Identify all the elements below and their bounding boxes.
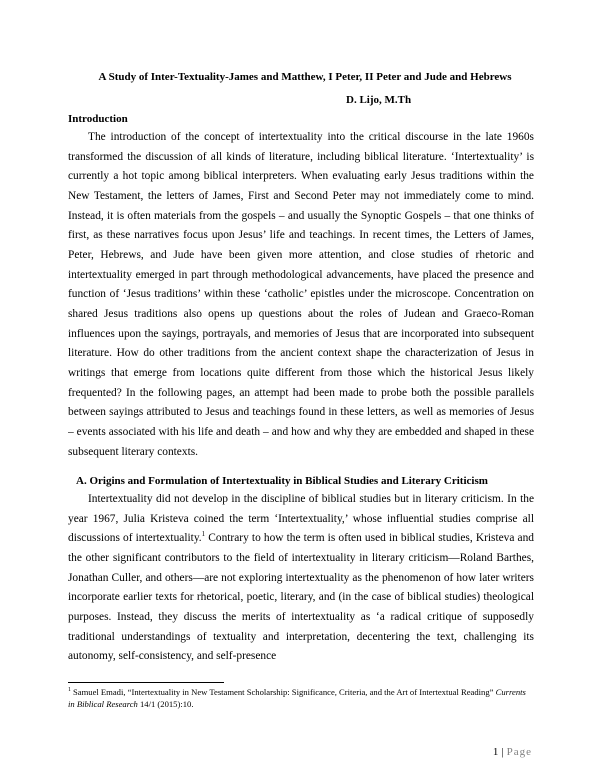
section-a-text-rest: Contrary to how the term is often used in biblical studies, Kristeva and the other significant contributors to the field of intertextuality in literary criticism—Roland Barthes, Jonathan Culler, and others—are not exploring intertextuality as the phenomenon of how later writers incorporate earlier texts for rhetorical, poetic, literary, and (in the case of biblical studies) theological purposes. Instead, they discuss the merits of intertextuality as ‘a radical critique of supposedly traditional understandings of textuality and interpretation, decentering the text, challenging its autonomy, self-consistency, and self-presence: [68, 532, 534, 663]
footnote-citation: Samuel Emadi, “Intertextuality in New Testament Scholarship: Significance, Criteria, and the Art of Intertextual Reading”: [73, 687, 496, 697]
introduction-heading: Introduction: [68, 113, 128, 125]
section-a-paragraph: [68, 490, 534, 678]
page-separator: |: [501, 746, 504, 758]
page-label: Page: [506, 746, 532, 758]
footnote-1: [68, 686, 534, 710]
section-a-text-start: Intertextuality did not develop in the discipline of biblical studies but in literary criticism. In the year 1967, Julia Kristeva coined the term ‘Intertextuality,’ whose influential studies comprise all discussions of intertextuality.: [68, 493, 534, 545]
author-line: D. Lijo, M.Th: [346, 94, 412, 106]
introduction-paragraph: The introduction of the concept of intertextuality into the critical discourse in the late 1960s transformed the discussion of all kinds of literature, including biblical literature. ‘Intertextuality’ is currently a hot topic among biblical interpreters. When evaluating early Jesus traditions within the New Testament, the letters of James, First and Second Peter may not immediately come to mind. Instead, it is often materials from the gospels – and usually the Synoptic Gospels – that one thinks of first, as these narratives focus upon Jesus’ life and teachings. In recent times, the Letters of James, Peter, Hebrews, and Jude have been given more attention, and close studies of rhetoric and intertextuality emerged in part through methodological advancements, have placed the presence and function of ‘Jesus traditions’ within these ‘catholic’ epistles under the microscope. Concentration on shared Jesus traditions also opens up questions about the roles of Judean and Graeco-Roman influences upon the sayings, portrayals, and memories of Jesus that are incorporated into subsequent literature. How do other traditions from the ancient context shape the characterization of Jesus in writings that emerge from locations quite different from those which the historical Jesus likely frequented? In the following pages, an attempt had been made to probe both the possible parallels between sayings attributed to Jesus and teachings found in these letters, as well as memories of Jesus – events associated with his life and death – and how and why they are embedded and shaped in these subsequent literary contexts.: [68, 131, 534, 458]
page-number-footer: [493, 745, 532, 759]
footnote-separator: [68, 682, 224, 683]
page-number: 1: [492, 746, 499, 758]
section-a-heading: A. Origins and Formulation of Intertextuality in Biblical Studies and Literary Criticism: [76, 475, 488, 487]
footnote-number: 1: [68, 687, 71, 694]
footnote-volume: 14/1 (2015):10.: [137, 699, 194, 709]
footnote-journal: Currents in Biblical Research: [68, 687, 526, 709]
document-title: A Study of Inter-Textuality-James and Matthew, I Peter, II Peter and Jude and Hebrews: [98, 71, 512, 83]
footnote-reference-1[interactable]: 1: [201, 530, 206, 539]
